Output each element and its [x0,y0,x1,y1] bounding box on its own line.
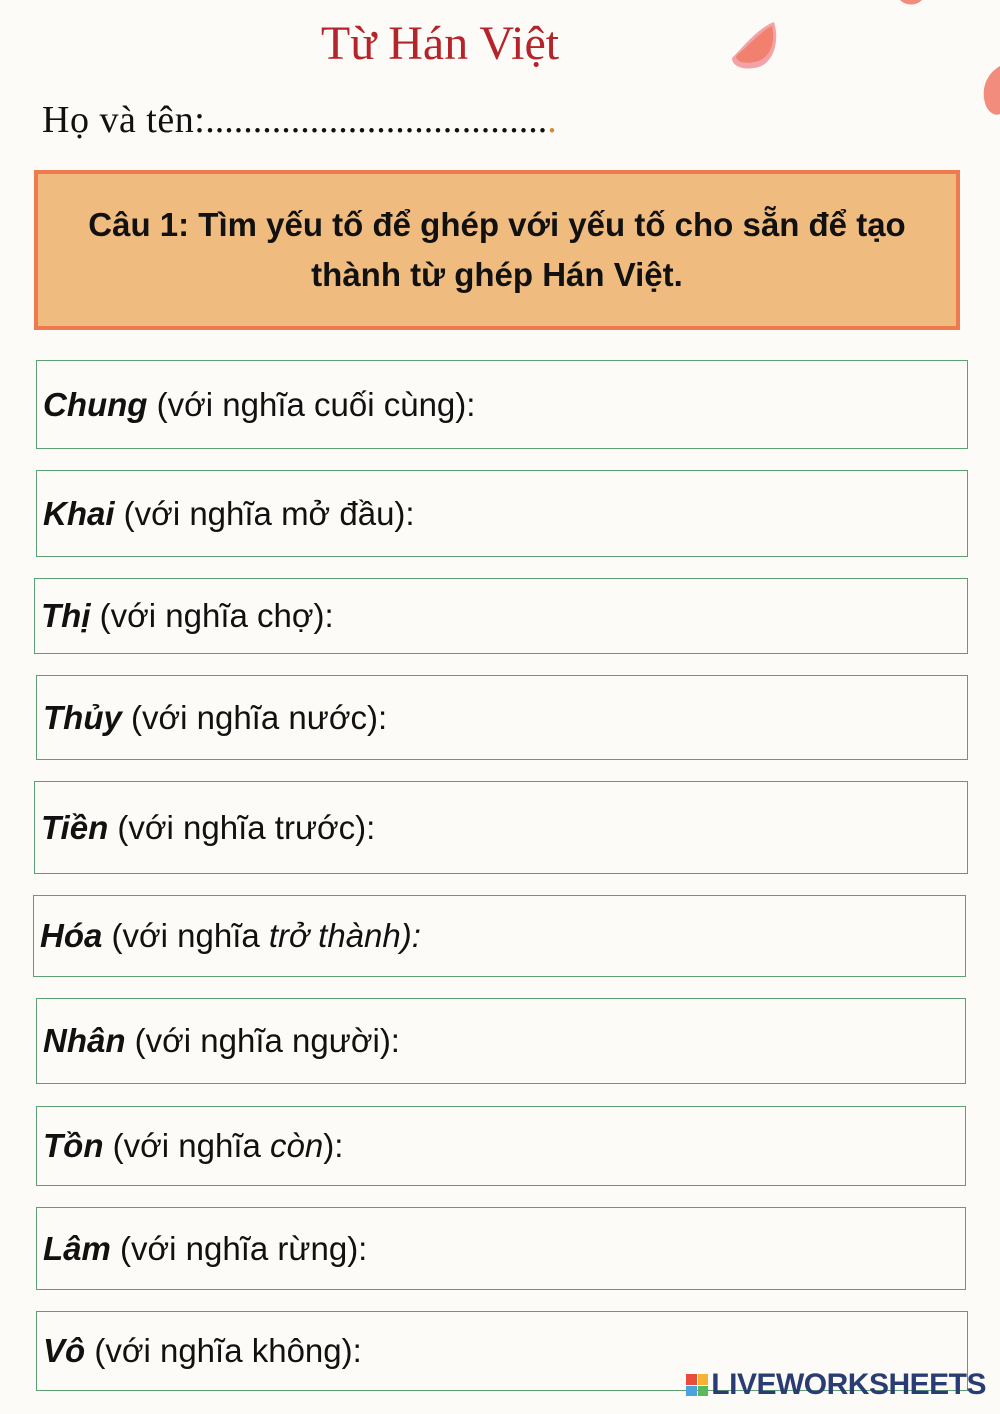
name-field [42,98,557,142]
logo-text: LIVEWORKSHEETS [711,1368,986,1401]
answer-box-ton[interactable] [36,1106,966,1186]
answer-box-thuy[interactable] [36,675,968,760]
item-term: Vô [43,1332,86,1369]
item-term: Lâm [43,1229,111,1267]
question-box [34,170,960,330]
item-term: Nhân [43,1022,126,1059]
item-meaning: (với nghĩa rừng): [110,1229,368,1267]
item-term: Thị [41,597,91,634]
item-term: Khai [43,494,115,532]
item-term: Tiền [41,808,109,846]
answer-box-lam[interactable] [36,1207,966,1290]
item-meaning: (với nghĩa người): [125,1022,400,1059]
item-meaning: (với nghĩa cuối cùng): [147,385,476,423]
petal-decoration-top [900,0,922,6]
item-meaning-italic: còn [270,1127,324,1164]
item-term: Hóa [40,917,103,954]
item-meaning: (với nghĩa không): [85,1332,362,1369]
item-term: Chung [43,385,148,423]
answer-box-nhan[interactable] [36,998,966,1084]
page-title: Từ Hán Việt [320,17,560,70]
item-meaning: (với nghĩa trước): [108,808,376,846]
answer-box-thi[interactable] [34,578,968,654]
logo-mark-icon [686,1374,708,1396]
item-term: Thủy [43,698,122,736]
name-blank-accent: . [547,99,558,141]
item-meaning-end: ): [323,1127,344,1164]
item-meaning: (với nghĩa [102,917,269,954]
liveworksheets-logo [686,1368,986,1402]
item-meaning: (với nghĩa chợ): [90,597,334,634]
question-text [88,200,905,300]
answer-box-hoa[interactable] [33,895,966,977]
item-meaning: (với nghĩa mở đầu): [114,494,415,532]
answer-box-chung[interactable] [36,360,968,449]
question-line-1: Câu 1: Tìm yếu tố để ghép với yếu tố cho sẵn để tạo [88,206,906,243]
item-meaning: (với nghĩa nước): [121,698,388,736]
answer-box-khai[interactable] [36,470,968,557]
answer-box-tien[interactable] [34,781,968,874]
item-term: Tồn [43,1127,104,1164]
name-blank[interactable]: .................................... [205,99,548,141]
item-meaning: (với nghĩa [103,1127,271,1164]
petal-decoration-edge [980,66,1000,116]
item-meaning-italic: trở thành): [268,917,421,954]
name-label: Họ và tên: [42,99,206,141]
question-line-2: thành từ ghép Hán Việt. [311,256,683,293]
